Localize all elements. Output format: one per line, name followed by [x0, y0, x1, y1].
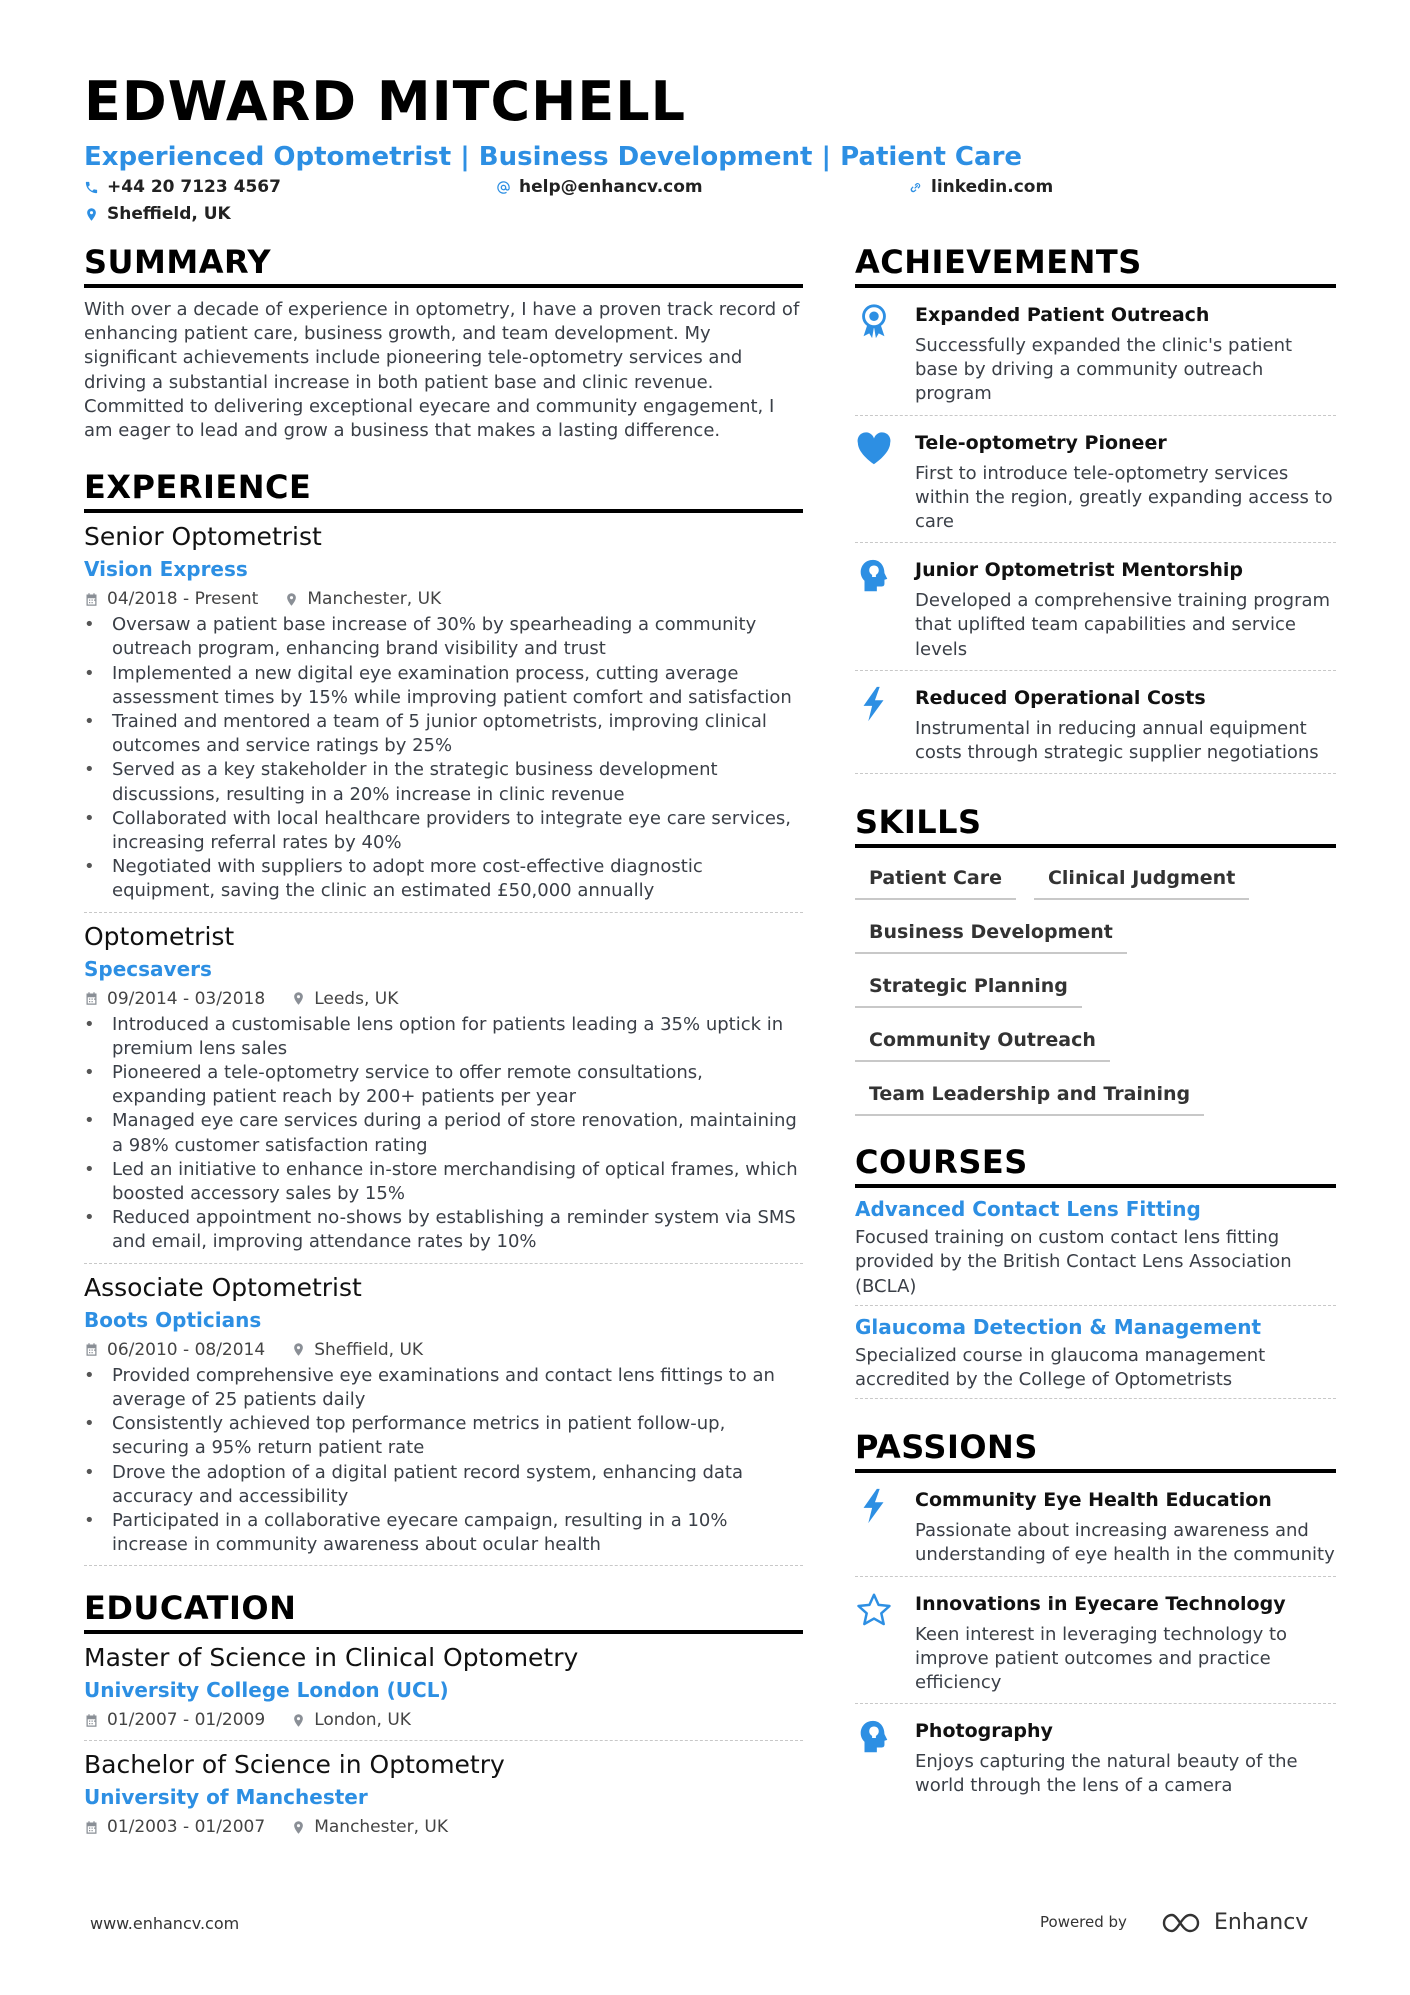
achievement-body: [915, 685, 1336, 765]
left-column: [84, 242, 803, 1847]
resume-header: [84, 66, 1334, 235]
bullet: • Negotiated with suppliers to adopt more cost-effective diagnostic equipment, saving the clinic an estimated £50,000 annually: [84, 855, 803, 903]
school-name: University of Manchester: [84, 1785, 368, 1810]
job-title: Optometrist: [84, 921, 235, 951]
bullet: • Consistently achieved top performance metrics in patient follow-up, securing a 95% return patient rate: [84, 1412, 803, 1460]
passions-heading: PASSIONS: [855, 1427, 1336, 1473]
passion-title: Community Eye Health Education: [915, 1489, 1272, 1512]
job-dates-text: 06/2010 - 08/2014: [107, 1339, 266, 1360]
location-pin-icon: [291, 1342, 306, 1357]
skills-list: [855, 856, 1336, 1126]
footer-brand[interactable]: [1160, 1910, 1308, 1935]
school-name: University College London (UCL): [84, 1678, 449, 1703]
location-pin-icon: [291, 1713, 306, 1728]
contact-linkedin[interactable]: [908, 177, 1053, 197]
lightning-icon: [855, 1487, 893, 1525]
passion-item: [855, 1473, 1336, 1576]
bullet: • Served as a key stakeholder in the strategic business development discussions, resulting in a 20% increase in clinic revenue: [84, 758, 803, 806]
job-dates: [84, 587, 258, 611]
education-meta: [84, 1815, 803, 1839]
skill-tag: Business Development: [855, 910, 1127, 954]
bullet: • Drove the adoption of a digital patient record system, enhancing data accuracy and accessibility: [84, 1461, 803, 1509]
linkedin-text: linkedin.com: [931, 177, 1054, 197]
job-title: Senior Optometrist: [84, 522, 322, 552]
passion-desc: Enjoys capturing the natural beauty of the world through the lens of a camera: [915, 1751, 1298, 1797]
bullet: • Introduced a customisable lens option for patients leading a 35% uptick in premium lens sales: [84, 1013, 803, 1061]
education-dates-text: 01/2003 - 01/2007: [107, 1817, 266, 1838]
candidate-headline: Experienced Optometrist | Business Development | Patient Care: [84, 142, 1023, 172]
achievement-title: Junior Optometrist Mentorship: [915, 559, 1243, 582]
job-meta: [84, 1338, 803, 1362]
bullet: • Pioneered a tele-optometry service to offer remote consultations, expanding patient reach by 200+ patients per year: [84, 1061, 803, 1109]
education-meta: [84, 1708, 803, 1732]
bullet: • Collaborated with local healthcare providers to integrate eye care services, increasing referral rates by 40%: [84, 807, 803, 855]
passion-body: [915, 1591, 1336, 1696]
bullet: • Trained and mentored a team of 5 junior optometrists, improving clinical outcomes and service ratings by 25%: [84, 710, 803, 758]
phone-text: +44 20 7123 4567: [107, 177, 281, 197]
passion-item: [855, 1704, 1336, 1806]
course-desc: Focused training on custom contact lens fitting provided by the British Contact Lens Association (BCLA): [855, 1227, 1292, 1297]
passion-title: Photography: [915, 1720, 1053, 1743]
passion-title: Innovations in Eyecare Technology: [915, 1592, 1286, 1615]
passion-icon-wrap: [855, 1718, 915, 1798]
summary-text: With over a decade of experience in optometry, I have a proven track record of enhancing patient care, business growth, and team development. My significant achievements include pioneering tele-optometry services and driving a substantial increase in both patient base and clinic revenue. Committed to delivering exceptional eyecare and community engagement, I am eager to lead and grow a business that makes a lasting difference.: [84, 299, 800, 442]
calendar-icon: [84, 1820, 99, 1835]
course-item: [855, 1306, 1336, 1399]
achievement-icon-wrap: [855, 557, 915, 662]
passion-desc: Keen interest in leveraging technology to improve patient outcomes and practice efficiency: [915, 1623, 1288, 1694]
job-bullets: [84, 1364, 803, 1558]
achievement-desc: Developed a comprehensive training program that uplifted team capabilities and service levels: [915, 590, 1331, 660]
head-brain-icon: [855, 1718, 893, 1756]
heart-icon: [855, 430, 893, 468]
location-pin-icon: [291, 991, 306, 1006]
contact-phone[interactable]: [84, 177, 281, 197]
achievement-desc: First to introduce tele-optometry services within the region, greatly expanding access to care: [915, 462, 1333, 533]
footer-brand-text: Enhancv: [1214, 1910, 1309, 1935]
candidate-name: EDWARD MITCHELL: [84, 70, 687, 133]
bullet: • Led an initiative to enhance in-store merchandising of optical frames, which boosted accessory sales by 15%: [84, 1158, 803, 1206]
achievements-heading: ACHIEVEMENTS: [855, 242, 1336, 288]
calendar-icon: [84, 1342, 99, 1357]
skill-tag: Community Outreach: [855, 1018, 1110, 1062]
right-column: [855, 242, 1336, 1807]
passion-desc: Passionate about increasing awareness and understanding of eye health in the community: [915, 1520, 1335, 1566]
job-location: [284, 587, 441, 611]
location-text: Sheffield, UK: [107, 204, 231, 224]
achievement-desc: Successfully expanded the clinic's patient base by driving a community outreach program: [915, 335, 1293, 405]
education-location-text: Manchester, UK: [314, 1817, 449, 1838]
email-text: help@enhancv.com: [519, 177, 703, 197]
passion-icon-wrap: [855, 1487, 915, 1567]
head-brain-icon: [855, 557, 893, 595]
skill-tag: Team Leadership and Training: [855, 1072, 1204, 1116]
job-title: Associate Optometrist: [84, 1272, 362, 1302]
phone-icon: [84, 180, 99, 195]
footer-powered-by: Powered by: [1040, 1913, 1127, 1931]
bullet: • Participated in a collaborative eyecare campaign, resulting in a 10% increase in community awareness about ocular health: [84, 1509, 803, 1557]
experience-item: [84, 913, 803, 1264]
achievement-title: Reduced Operational Costs: [915, 686, 1206, 709]
star-icon: [855, 1591, 893, 1629]
location-pin-icon: [291, 1820, 306, 1835]
achievement-title: Expanded Patient Outreach: [915, 304, 1210, 326]
achievement-item: [855, 416, 1336, 544]
bullet: • Reduced appointment no-shows by establishing a reminder system via SMS and email, improving attendance rates by 10%: [84, 1206, 803, 1254]
degree-title: Bachelor of Science in Optometry: [84, 1750, 505, 1780]
passion-item: [855, 1577, 1336, 1705]
link-icon: [908, 180, 923, 195]
achievement-icon-wrap: [855, 685, 915, 765]
job-location-text: Leeds, UK: [314, 988, 399, 1009]
skill-tag: Patient Care: [855, 856, 1016, 900]
lightning-icon: [855, 685, 893, 723]
calendar-icon: [84, 1713, 99, 1728]
education-item: [84, 1634, 803, 1741]
company-name: Vision Express: [84, 557, 248, 582]
footer-site-link[interactable]: www.enhancv.com: [90, 1914, 240, 1933]
at-icon: [496, 180, 511, 195]
summary-heading: SUMMARY: [84, 242, 803, 288]
course-title: Advanced Contact Lens Fitting: [855, 1197, 1201, 1222]
enhancv-logo-icon: [1160, 1911, 1208, 1935]
achievement-icon-wrap: [855, 430, 915, 535]
skill-tag: Clinical Judgment: [1034, 856, 1249, 900]
job-bullets: [84, 1013, 803, 1255]
job-meta: [84, 987, 803, 1011]
location-pin-icon: [84, 207, 99, 222]
job-dates-text: 09/2014 - 03/2018: [107, 988, 266, 1009]
contact-location: [84, 204, 231, 224]
achievement-item: [855, 671, 1336, 774]
achievement-body: [915, 302, 1336, 407]
course-item: [855, 1188, 1336, 1306]
course-desc: Specialized course in glaucoma management accredited by the College of Optometrists: [855, 1344, 1266, 1391]
course-title: Glaucoma Detection & Management: [855, 1314, 1262, 1339]
passion-body: [915, 1718, 1336, 1798]
education-dates: [84, 1815, 265, 1839]
achievement-body: [915, 430, 1336, 535]
contact-email[interactable]: [496, 177, 703, 197]
education-dates-text: 01/2007 - 01/2009: [107, 1710, 266, 1731]
passion-body: [915, 1487, 1336, 1567]
degree-title: Master of Science in Clinical Optometry: [84, 1643, 579, 1673]
courses-heading: COURSES: [855, 1142, 1336, 1188]
education-location: [291, 1708, 411, 1732]
job-bullets: [84, 613, 803, 903]
bullet: • Oversaw a patient base increase of 30% by spearheading a community outreach program, enhancing brand visibility and trust: [84, 613, 803, 661]
education-heading: EDUCATION: [84, 1588, 803, 1634]
education-location-text: London, UK: [314, 1710, 411, 1731]
job-meta: [84, 587, 803, 611]
job-location: [291, 987, 398, 1011]
ribbon-badge-icon: [855, 302, 893, 340]
job-dates: [84, 1338, 265, 1362]
company-name: Boots Opticians: [84, 1307, 262, 1332]
experience-heading: EXPERIENCE: [84, 467, 803, 513]
contact-info: [84, 177, 1334, 235]
education-item: [84, 1741, 803, 1847]
experience-item: [84, 1264, 803, 1567]
job-location-text: Manchester, UK: [307, 589, 442, 610]
experience-item: [84, 513, 803, 912]
achievement-desc: Instrumental in reducing annual equipment costs through strategic supplier negotiations: [915, 717, 1319, 764]
passion-icon-wrap: [855, 1591, 915, 1696]
page-footer: [90, 1910, 1330, 1940]
location-pin-icon: [284, 592, 299, 607]
job-dates: [84, 987, 265, 1011]
achievement-item: [855, 288, 1336, 416]
company-name: Specsavers: [84, 956, 212, 981]
job-location: [291, 1338, 423, 1362]
calendar-icon: [84, 991, 99, 1006]
job-location-text: Sheffield, UK: [314, 1339, 424, 1360]
skill-tag: Strategic Planning: [855, 964, 1082, 1008]
job-dates-text: 04/2018 - Present: [107, 589, 259, 610]
bullet: • Implemented a new digital eye examination process, cutting average assessment times by 15% while improving patient comfort and satisfaction: [84, 662, 803, 710]
bullet: • Provided comprehensive eye examinations and contact lens fittings to an average of 25 patients daily: [84, 1364, 803, 1412]
education-location: [291, 1815, 448, 1839]
achievement-icon-wrap: [855, 302, 915, 407]
achievement-item: [855, 543, 1336, 671]
achievement-title: Tele-optometry Pioneer: [915, 431, 1167, 454]
achievement-body: [915, 557, 1336, 662]
calendar-icon: [84, 592, 99, 607]
skills-heading: SKILLS: [855, 802, 1336, 848]
education-dates: [84, 1708, 265, 1732]
bullet: • Managed eye care services during a period of store renovation, maintaining a 98% customer satisfaction rating: [84, 1109, 803, 1157]
